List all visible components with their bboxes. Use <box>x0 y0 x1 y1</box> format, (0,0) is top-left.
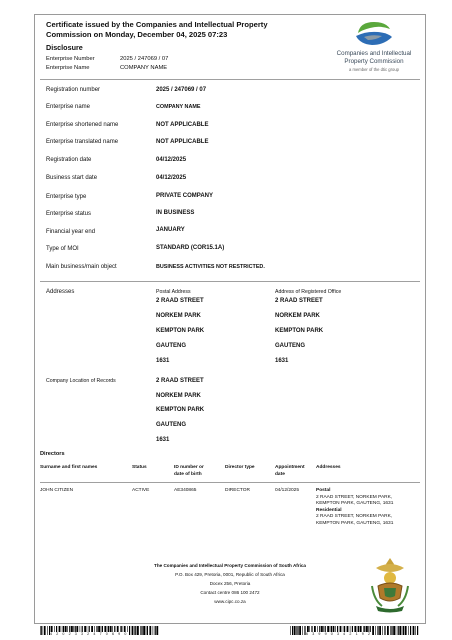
barcode-bar <box>155 626 156 635</box>
barcode-bar <box>47 626 48 635</box>
barcode-bar <box>140 626 141 635</box>
barcode-bar <box>290 626 291 635</box>
barcode-bar <box>403 626 404 635</box>
director-type: DIRECTOR <box>225 488 250 493</box>
postal-address-line: NORKEM PARK <box>156 313 201 319</box>
field-value: BUSINESS ACTIVITIES NOT RESTRICTED. <box>156 264 265 270</box>
field-label: Registration date <box>46 157 92 163</box>
postal-address-line: KEMPTON PARK <box>156 328 205 334</box>
field-value: NOT APPLICABLE <box>156 122 209 128</box>
field-label: Enterprise shortened name <box>46 122 119 128</box>
registered-address-line: 1631 <box>275 358 289 364</box>
enterprise-number-label: Enterprise Number <box>46 56 95 62</box>
field-value: COMPANY NAME <box>156 104 201 110</box>
records-address-line: 2 RAAD STREET <box>156 378 204 384</box>
field-value: NOT APPLICABLE <box>156 139 209 145</box>
fields-divider <box>40 281 420 282</box>
records-address-line: KEMPTON PARK <box>156 407 205 413</box>
header-divider <box>40 79 420 80</box>
barcode-bar <box>137 626 139 635</box>
barcode-bar <box>402 626 403 635</box>
cipc-logo-mark-icon <box>352 19 396 49</box>
barcode-bar <box>375 626 376 635</box>
enterprise-name-label: Enterprise Name <box>46 65 90 71</box>
barcode-bar <box>146 626 147 635</box>
postal-address-line: 1631 <box>156 358 170 364</box>
field-value: 04/12/2025 <box>156 175 187 181</box>
barcode-bar <box>129 626 130 635</box>
field-value: STANDARD (COR15.1A) <box>156 245 225 251</box>
disclosure-heading: Disclosure <box>46 43 83 52</box>
barcode-bar <box>413 626 415 635</box>
barcode-bar <box>399 626 401 635</box>
barcode-bar <box>156 626 158 635</box>
barcode-bar <box>40 626 41 635</box>
coat-of-arms-icon <box>368 556 412 616</box>
field-label: Enterprise name <box>46 104 91 110</box>
barcode-bar <box>405 626 407 635</box>
barcode-bar <box>141 626 142 635</box>
barcode-bar <box>149 626 151 635</box>
barcode-bar <box>153 626 154 635</box>
logo-tagline: a member of the dtic group <box>348 67 400 72</box>
barcode-bar <box>379 626 381 635</box>
director-addresses: Postal 2 RAAD STREET, NORKEM PARK, KEMPTON PARK, GAUTENG, 1631 Residential 2 RAAD STREET, NORKEM PARK, KEMPTON PARK, GAUTENG, 1631 <box>316 488 394 526</box>
barcode-bar <box>147 626 148 635</box>
barcode-bar <box>393 626 395 635</box>
addresses-label: Addresses <box>46 289 75 295</box>
barcode-bar <box>391 626 392 635</box>
barcode-bar <box>387 626 389 635</box>
footer-website: www.cipc.co.za <box>214 599 246 604</box>
footer-line-2: Docex 256, Pretoria <box>209 581 251 586</box>
certificate-title: Certificate issued by the Companies and Intellectual Property Commission on Monday, December 04, 2025 07:23 <box>46 20 268 39</box>
barcode-bar <box>415 626 416 635</box>
barcode-bar <box>41 626 42 635</box>
field-label: Enterprise translated name <box>46 139 119 145</box>
barcode-bar <box>372 626 374 635</box>
col-header-name: Surname and first names <box>40 465 98 470</box>
director-appointment-date: 04/12/2025 <box>275 488 300 493</box>
field-value: 2025 / 247069 / 07 <box>156 87 207 93</box>
col-header-id: ID number or date of birth <box>174 465 204 477</box>
director-id: AE340865 <box>174 488 197 493</box>
certificate-frame <box>34 14 426 624</box>
directors-heading: Directors <box>40 451 65 457</box>
field-label: Business start date <box>46 175 98 181</box>
col-header-addresses: Addresses <box>316 465 341 470</box>
enterprise-name-value: COMPANY NAME <box>120 65 168 71</box>
enterprise-number-value: 2025 / 247069 / 07 <box>120 56 169 62</box>
barcode-bar <box>44 626 46 635</box>
records-location-label: Company Location of Records <box>46 378 116 384</box>
registered-address-line: NORKEM PARK <box>275 313 320 319</box>
postal-address-line: 2 RAAD STREET <box>156 298 204 304</box>
registered-address-line: 2 RAAD STREET <box>275 298 323 304</box>
logo-line-1: Companies and Intellectual <box>336 50 412 57</box>
barcode-bar <box>396 626 397 635</box>
barcode-bar <box>410 626 411 635</box>
field-label: Enterprise type <box>46 194 87 200</box>
director-status: ACTIVE <box>132 488 150 493</box>
barcode-bar <box>132 626 134 635</box>
records-address-line: NORKEM PARK <box>156 393 201 399</box>
field-label: Type of MOI <box>46 246 79 252</box>
barcode-bar <box>297 626 298 635</box>
field-label: Registration number <box>46 87 101 93</box>
barcode-bar <box>143 626 145 635</box>
barcode-bar <box>382 626 383 635</box>
field-value: PRIVATE COMPANY <box>156 193 214 199</box>
directors-header-divider <box>40 482 420 483</box>
col-header-appointment: Appointment date <box>275 465 305 477</box>
footer-line-3: Contact centre 086 100 2472 <box>200 590 260 595</box>
barcode-left-digits: 4 2 0 2 3 3 2 4 7 0 6 9 0 <box>50 632 128 636</box>
field-value: IN BUSINESS <box>156 210 195 216</box>
cipc-logo <box>330 19 418 72</box>
barcode-bar <box>292 626 293 635</box>
barcode-bar <box>408 626 409 635</box>
barcode-bar <box>296 626 297 635</box>
postal-address-line: GAUTENG <box>156 343 186 349</box>
barcode-bar <box>294 626 296 635</box>
barcode-bar <box>302 626 303 635</box>
col-header-status: Status <box>132 465 147 470</box>
postal-address-header: Postal Address <box>156 289 191 295</box>
registered-address-line: KEMPTON PARK <box>275 328 324 334</box>
field-value: JANUARY <box>156 227 185 233</box>
barcode-bar <box>134 626 135 635</box>
barcode-bar <box>135 626 136 635</box>
barcode-bar <box>299 626 301 635</box>
barcode-right-digits: 6 3 9 9 0 3 4 2 1 9 2 <box>306 632 372 636</box>
registered-address-header: Address of Registered Office <box>275 289 342 295</box>
footer-line-1: P.O. Box 429, Pretoria, 0001, Republic of South Africa <box>175 572 285 577</box>
footer-title: The Companies and Intellectual Property Commission of South Africa <box>154 563 306 568</box>
field-label: Financial year end <box>46 229 96 235</box>
field-label: Main business/main object <box>46 264 117 270</box>
field-value: 04/12/2025 <box>156 157 187 163</box>
barcode-bar <box>390 626 391 635</box>
field-label: Enterprise status <box>46 211 92 217</box>
records-address-line: GAUTENG <box>156 422 186 428</box>
records-address-line: 1631 <box>156 437 170 443</box>
logo-line-2: Property Commission <box>344 58 404 65</box>
registered-address-line: GAUTENG <box>275 343 305 349</box>
barcode-bar <box>398 626 399 635</box>
col-header-type: Director type <box>225 465 255 470</box>
barcode-bar <box>377 626 378 635</box>
barcode-bar <box>417 626 418 635</box>
barcode-bar <box>384 626 385 635</box>
director-name: JOHN CITIZEN <box>40 488 74 493</box>
